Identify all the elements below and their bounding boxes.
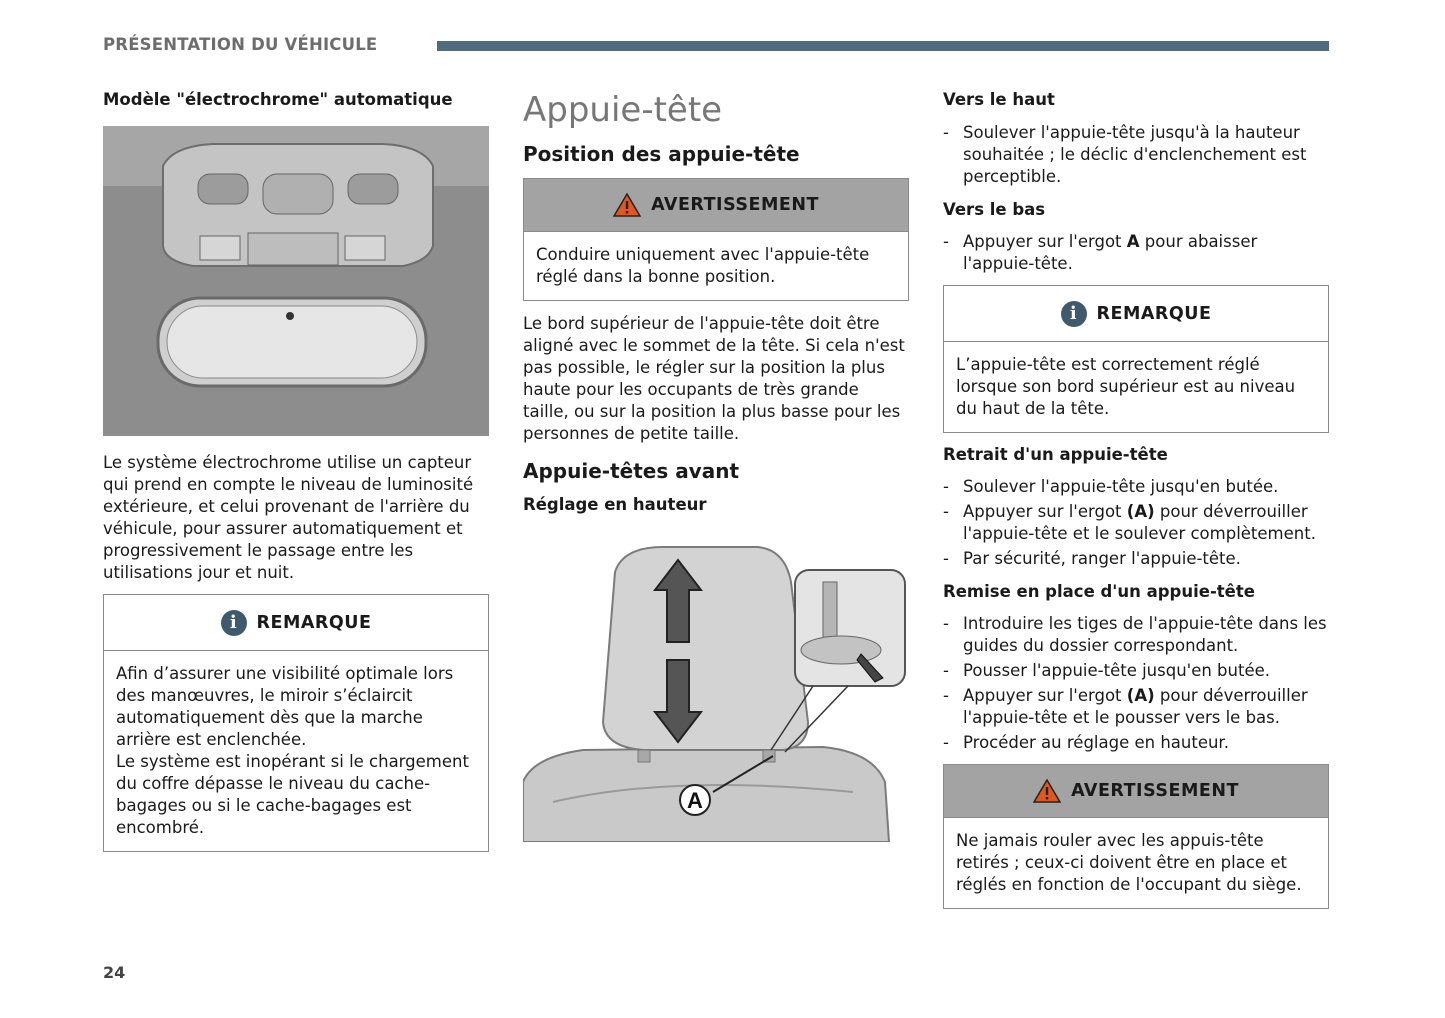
ergot-label: A (1126, 232, 1140, 251)
list-refit (943, 613, 1329, 754)
warning-triangle-icon (1033, 779, 1061, 803)
section-header-title: PRÉSENTATION DU VÉHICULE (103, 35, 378, 54)
list-text: pour abaisser l'appuie-tête. (963, 232, 1258, 273)
mirror-figure-svg (103, 126, 489, 436)
list-text: pour déverrouiller l'appuie-tête et le pousser vers le bas. (963, 686, 1308, 727)
headrest-illustration (523, 542, 909, 842)
section-heading-position: Position des appuie-tête (523, 142, 800, 166)
warning-text: Conduire uniquement avec l'appuie-tête réglé dans la bonne position. (536, 245, 870, 286)
subsection-height-adjust: Réglage en hauteur (523, 495, 707, 514)
list-removal (943, 476, 1329, 570)
column-right (943, 90, 1329, 909)
warning-box-body (524, 232, 908, 300)
note-box-header (104, 595, 488, 651)
subtitle-electrochrome: Modèle "électrochrome" automatique (103, 90, 453, 109)
list-item: - Pousser l'appuie-tête jusqu'en butée. (943, 660, 1329, 682)
list-item: - Procéder au réglage en hauteur. (943, 732, 1329, 754)
page-number: 24 (103, 963, 126, 982)
subheading-refit: Remise en place d'un appuie-tête (943, 582, 1255, 601)
warning-label: AVERTISSEMENT (1071, 781, 1239, 801)
column-left (103, 90, 489, 852)
rearview-mirror-illustration (103, 126, 489, 436)
warning-box-header (524, 179, 908, 232)
warning-box-retired (943, 764, 1329, 909)
info-icon: i (1061, 301, 1087, 327)
list-text: Appuyer sur l'ergot (963, 232, 1127, 251)
note-box-body (944, 342, 1328, 432)
list-item: - Introduire les tiges de l'appuie-tête dans les guides du dossier correspondant. (943, 613, 1329, 657)
subheading-down: Vers le bas (943, 200, 1046, 219)
list-item: - Par sécurité, ranger l'appuie-tête. (943, 548, 1329, 570)
warning-label: AVERTISSEMENT (651, 195, 819, 215)
note-box-body (104, 651, 488, 851)
column-middle (523, 90, 909, 842)
note-box-header (944, 286, 1328, 342)
list-item (943, 231, 1329, 275)
list-item: - Soulever l'appuie-tête jusqu'à la hauteur souhaitée ; le déclic d'enclenchement est perceptible. (943, 122, 1329, 188)
section-heading-front: Appuie-têtes avant (523, 459, 740, 483)
note-label: REMARQUE (256, 612, 372, 633)
list-item (943, 685, 1329, 729)
info-icon: i (221, 610, 247, 636)
electrochrome-paragraph: Le système électrochrome utilise un capteur qui prend en compte le niveau de luminosité extérieure, et celui provenant de l'arrière du véhicule, pour assurer automatiquement et progressivement le passage entre les utilisations jour et nuit. (103, 453, 474, 582)
figure-label-a: A (687, 788, 703, 813)
warning-box-body (944, 818, 1328, 908)
note-label: REMARQUE (1096, 303, 1212, 324)
list-up (943, 122, 1329, 188)
warning-text: Ne jamais rouler avec les appuis-tête retirés ; ceux-ci doivent être en place et réglés en fonction de l'occupant du siège. (956, 831, 1302, 894)
header-divider-bar (437, 41, 1329, 51)
note-text: L’appuie-tête est correctement réglé lorsque son bord supérieur est au niveau du haut de la tête. (956, 355, 1296, 418)
warning-triangle-icon (613, 193, 641, 217)
list-item: - Soulever l'appuie-tête jusqu'en butée. (943, 476, 1329, 498)
list-text: Appuyer sur l'ergot (963, 502, 1127, 521)
subheading-up: Vers le haut (943, 90, 1055, 109)
list-item (943, 501, 1329, 545)
page-title: Appuie-tête (523, 90, 723, 130)
list-text: Appuyer sur l'ergot (963, 686, 1127, 705)
note-box-mirror (103, 594, 489, 852)
note-text-2: Le système est inopérant si le chargement du coffre dépasse le niveau du cache-bagages ou si le cache-bagages est encombré. (116, 752, 469, 837)
list-text: pour déverrouiller l'appuie-tête et le soulever complètement. (963, 502, 1316, 543)
warning-box-header (944, 765, 1328, 818)
note-box-headrest (943, 285, 1329, 433)
subheading-removal: Retrait d'un appuie-tête (943, 445, 1168, 464)
position-paragraph: Le bord supérieur de l'appuie-tête doit être aligné avec le sommet de la tête. Si cela n'est pas possible, le régler sur la position la plus haute pour les occupants de très grande taille, ou sur la position la plus basse pour les personnes de petite taille. (523, 314, 905, 443)
warning-box-position (523, 178, 909, 301)
headrest-figure-svg (523, 542, 909, 842)
list-down (943, 231, 1329, 275)
ergot-label: (A) (1126, 502, 1155, 521)
ergot-label: (A) (1126, 686, 1155, 705)
note-text-1: Afin d’assurer une visibilité optimale lors des manœuvres, le miroir s’éclaircit automatiquement dès que la marche arrière est enclenchée. (116, 664, 454, 749)
